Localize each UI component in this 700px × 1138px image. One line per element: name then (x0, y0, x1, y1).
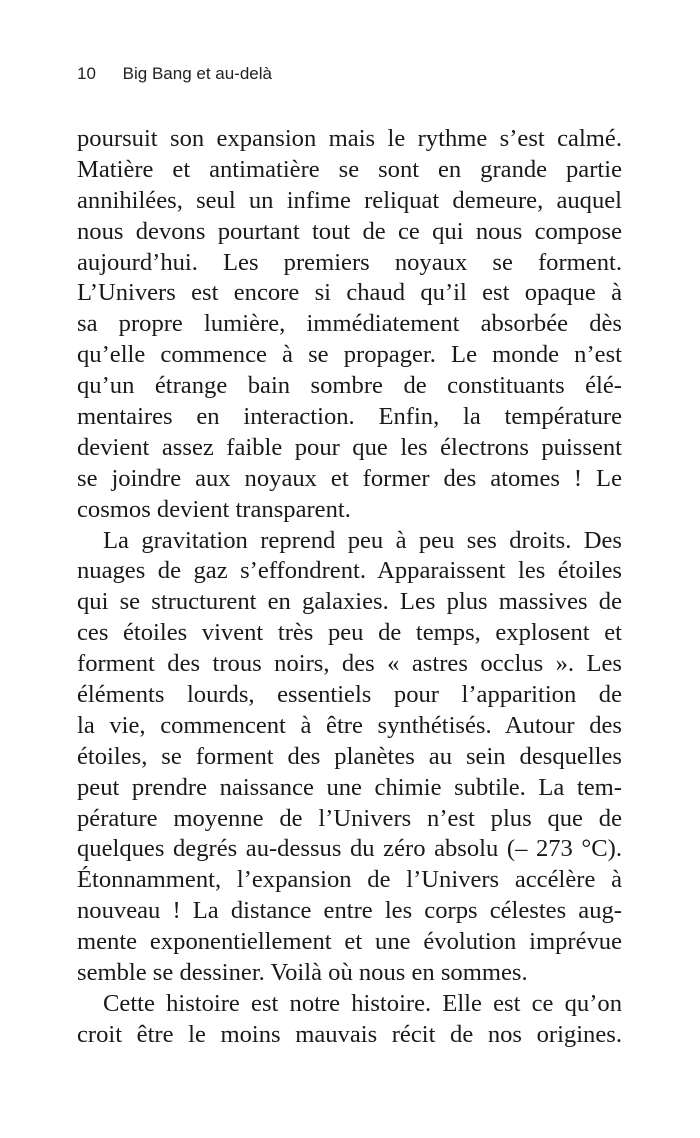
text-line: la vie, commencent à être synthétisés. Autour des (77, 711, 622, 739)
text-line: mente exponentiellement et une évolution imprévue (77, 928, 622, 956)
text-line: poursuit son expansion mais le rythme s’est calmé. (77, 125, 622, 152)
text-line: peut prendre naissance une chimie subtile. La tem- (77, 773, 622, 801)
text-line: qu’un étrange bain sombre de constituants élé- (77, 372, 622, 400)
text-line: qui se structurent en galaxies. Les plus massives de (77, 588, 622, 616)
text-line: quelques degrés au-dessus du zéro absolu (– 273 °C). (77, 835, 622, 863)
body-text (77, 124, 622, 1051)
paragraph (77, 124, 622, 526)
page-number: 10 (77, 64, 96, 83)
text-line: nuages de gaz s’effondrent. Apparaissent les étoiles (77, 557, 622, 585)
text-line: aujourd’hui. Les premiers noyaux se forment. (77, 248, 622, 276)
text-line: L’Univers est encore si chaud qu’il est opaque à (77, 279, 622, 307)
text-line: étoiles, se forment des planètes au sein desquelles (77, 742, 622, 770)
text-line: ces étoiles vivent très peu de temps, explosent et (77, 619, 622, 647)
text-line: pérature moyenne de l’Univers n’est plus que de (77, 804, 622, 832)
text-line: mentaires en interaction. Enfin, la température (77, 403, 622, 431)
text-line: nous devons pourtant tout de ce qui nous compose (77, 217, 622, 245)
running-title: Big Bang et au-delà (122, 64, 272, 83)
text-line: éléments lourds, essentiels pour l’apparition de (77, 681, 622, 709)
text-line: devient assez faible pour que les électrons puissent (77, 433, 622, 461)
text-line: Étonnamment, l’expansion de l’Univers accélère à (77, 866, 622, 894)
text-line: qu’elle commence à se propager. Le monde n’est (77, 341, 622, 369)
running-header (77, 64, 272, 84)
text-line: forment des trous noirs, des « astres occlus ». Les (77, 650, 622, 678)
text-line: cosmos devient transparent. (77, 495, 351, 523)
text-line: annihilées, seul un infime reliquat demeure, auquel (77, 186, 622, 214)
paragraph (77, 989, 622, 1051)
text-line: sa propre lumière, immédiatement absorbée dès (77, 310, 622, 338)
text-line: La gravitation reprend peu à peu ses droits. Des (103, 526, 622, 554)
text-line: Matière et antimatière se sont en grande partie (77, 155, 622, 183)
paragraph (77, 526, 622, 989)
text-line: Cette histoire est notre histoire. Elle est ce qu’on (103, 989, 622, 1017)
text-line: nouveau ! La distance entre les corps célestes aug- (77, 897, 622, 925)
text-line: croit être le moins mauvais récit de nos origines. (77, 1020, 622, 1048)
text-line: se joindre aux noyaux et former des atomes ! Le (77, 464, 622, 492)
text-line: semble se dessiner. Voilà où nous en sommes. (77, 959, 528, 987)
